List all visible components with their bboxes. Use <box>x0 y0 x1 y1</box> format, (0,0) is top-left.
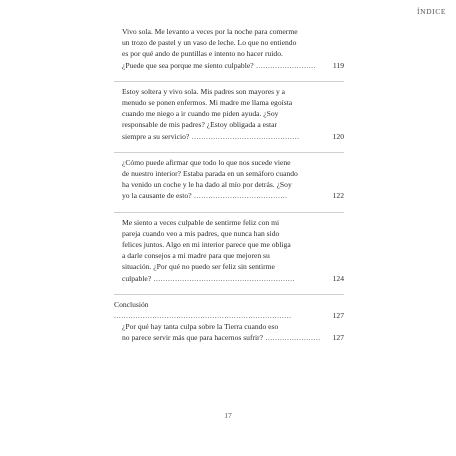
toc-entry-line: responsable de mis padres? ¿Estoy obligada a estar <box>122 120 277 130</box>
toc-entry-line: Me siento a veces culpable de sentirme feliz con mi <box>122 217 280 227</box>
table-of-contents <box>114 26 344 348</box>
conclusion-label: Conclusión <box>114 299 149 309</box>
dot-leader: ....................................... <box>191 191 288 201</box>
page-number: 17 <box>224 411 232 420</box>
toc-entry-line: es por qué ando de puntillas e intento no hacer ruido. <box>122 49 283 59</box>
toc-entry-line: ¿Cómo puede afirmar que todo lo que nos sucede viene <box>122 157 291 167</box>
toc-entry-line: situación. ¿Por qué no puedo ser feliz sin sentirme <box>122 262 275 272</box>
toc-entry-line: menudo se ponen enfermos. Mi madre me llama egoísta <box>122 98 293 108</box>
toc-entry-line: pareja cuando veo a mis padres, que nunca han sido <box>122 228 280 238</box>
toc-entry-line: cuando me niego a ir cuando me piden ayuda. ¿Soy <box>122 109 279 119</box>
toc-entry-line: Estoy soltera y vivo sola. Mis padres son mayores y a <box>122 86 286 96</box>
toc-entry-line: yo la causante de esto? <box>122 191 192 201</box>
toc-page-number: 127 <box>332 333 344 343</box>
toc-page-number: 122 <box>332 191 344 201</box>
toc-entry-line: culpable? <box>122 273 152 283</box>
toc-entry <box>114 321 344 343</box>
dot-leader: ............................................. <box>189 131 300 141</box>
toc-entry <box>114 157 344 202</box>
toc-conclusion <box>114 299 344 321</box>
toc-page-number: 127 <box>332 311 344 321</box>
divider <box>114 212 344 213</box>
toc-page-number: 124 <box>332 273 344 283</box>
toc-entry-line: ha venido un coche y le ha dado al mío por detrás. ¿Soy <box>122 180 292 190</box>
running-header: ÍNDICE <box>416 7 446 16</box>
toc-page-number: 119 <box>332 60 344 70</box>
divider <box>114 81 344 82</box>
toc-page-number: 120 <box>332 131 344 141</box>
toc-entry <box>114 217 344 284</box>
dot-leader: ......................... <box>253 60 316 70</box>
toc-entry <box>114 86 344 142</box>
toc-entry-line: ¿Por qué hay tanta culpa sobre la Tierra cuando eso <box>122 322 279 332</box>
toc-entry-line: a darle consejos a mi madre para que mejoren su <box>122 251 270 261</box>
toc-entry-line: siempre a su servicio? <box>122 131 190 141</box>
toc-entry-line: Vivo sola. Me levanto a veces por la noche para comerme <box>122 27 298 36</box>
divider <box>114 152 344 153</box>
toc-entry-line: no parece servir más que para hacernos sufrir? <box>122 333 264 343</box>
toc-entry-line: un trozo de pastel y un vaso de leche. Lo que no entiendo <box>122 38 297 48</box>
dot-leader: .......................................................................... <box>114 311 292 321</box>
dot-leader: ........................................................... <box>151 273 295 283</box>
toc-entry <box>114 26 344 71</box>
divider <box>114 294 344 295</box>
dot-leader: ....................... <box>263 333 321 343</box>
toc-entry-line: felices juntos. Algo en mi interior parece que me obliga <box>122 240 291 250</box>
toc-entry-line: de nuestro interior? Estaba parada en un semáforo cuando <box>122 169 298 179</box>
toc-entry-line: ¿Puede que sea porque me siento culpable? <box>122 60 254 70</box>
